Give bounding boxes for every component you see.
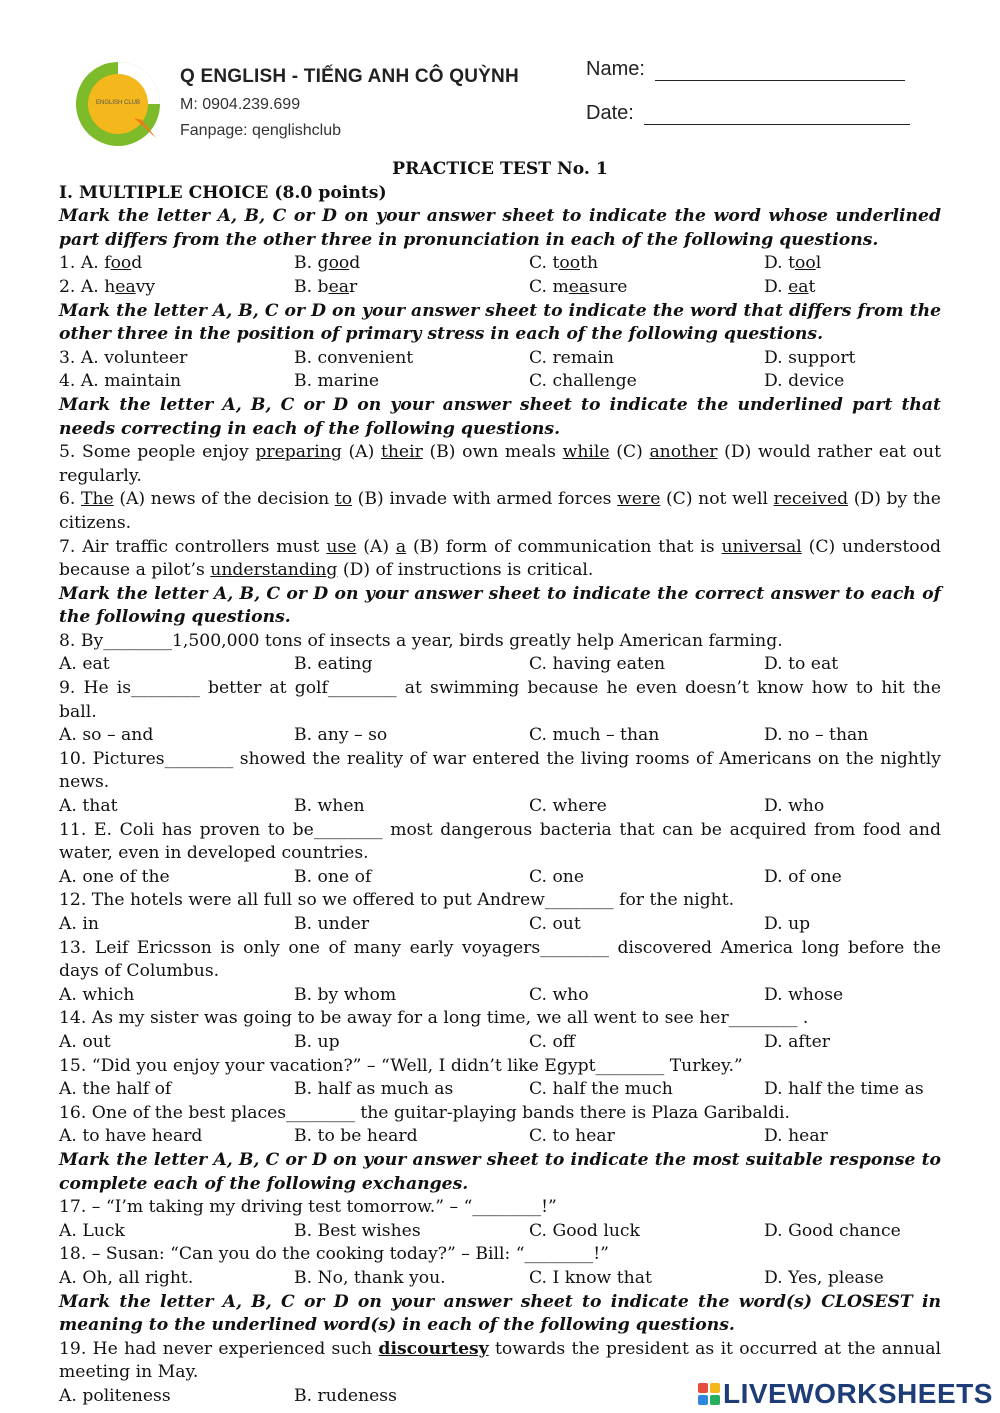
question-5: 5. Some people enjoy preparing (A) their (B) own meals while (C) another (D) would rather eat out regularly.: [59, 442, 941, 486]
option-17a: A. Luck: [59, 1220, 125, 1241]
liveworksheets-icon: [698, 1383, 720, 1405]
date-blank: [644, 106, 910, 125]
option-12c: C. out: [529, 914, 581, 934]
liveworksheets-watermark: [698, 1378, 993, 1410]
worksheet-content: [59, 158, 941, 1408]
option-9b: B. any – so: [294, 725, 388, 746]
option-11c: C. one: [529, 866, 585, 887]
option-4b: B. marine: [294, 371, 380, 392]
question-18: 18. – Susan: “Can you do the cooking today?” – Bill: “________!”: [59, 1244, 609, 1265]
question-15: 15. “Did you enjoy your vacation?” – “Well, I didn’t like Egypt________ Turkey.”: [59, 1055, 743, 1076]
question-19: 19. He had never experienced such discourtesy towards the president as it occurred at the annual meeting in May.: [59, 1338, 941, 1383]
option-9d: D. no – than: [764, 725, 869, 746]
instruction-response: Mark the letter A, B, C or D on your answer sheet to indicate the most suitable response to complete each of the following exchanges.: [59, 1149, 941, 1194]
option-18c: C. I know that: [529, 1267, 652, 1288]
option-9c: C. much – than: [529, 725, 660, 746]
option-3c: C. remain: [529, 347, 614, 368]
footer-brand: LIVEWORKSHEETS: [723, 1378, 993, 1409]
option-16b: B. to be heard: [294, 1126, 418, 1147]
brand-phone: M: 0904.239.699: [180, 96, 301, 113]
question-13-options: [59, 984, 941, 1008]
name-label: Name:: [586, 58, 645, 80]
option-2b: B. bear: [294, 276, 358, 297]
option-12a: A. in: [59, 914, 99, 934]
option-15c: C. half the much: [529, 1079, 673, 1100]
brand-fanpage: Fanpage: qenglishclub: [180, 122, 342, 139]
option-9a: A. so – and: [59, 725, 154, 746]
question-17: 17. – “I’m taking my driving test tomorrow.” – “________!”: [59, 1197, 557, 1218]
question-10-options: [59, 795, 941, 819]
option-18b: B. No, thank you.: [294, 1267, 446, 1288]
question-14-options: [59, 1031, 941, 1055]
option-2c: C. measure: [529, 276, 628, 297]
option-18d: D. Yes, please: [764, 1267, 884, 1288]
option-4d: D. device: [764, 371, 845, 392]
question-3-options: [59, 347, 941, 371]
question-9-options: [59, 724, 941, 748]
option-1d: D. tool: [764, 253, 822, 274]
option-19b: B. rudeness: [294, 1385, 397, 1406]
question-8: 8. By________1,500,000 tons of insects a year, birds greatly help American farming.: [59, 630, 783, 651]
option-17b: B. Best wishes: [294, 1220, 421, 1241]
option-3b: B. convenient: [294, 347, 414, 368]
brand-name: Q ENGLISH - TIẾNG ANH CÔ QUỲNH: [180, 66, 519, 87]
question-12-options: [59, 913, 941, 937]
question-15-options: [59, 1078, 941, 1102]
option-4c: C. challenge: [529, 371, 637, 392]
option-16a: A. to have heard: [59, 1126, 203, 1147]
option-11a: A. one of the: [59, 866, 170, 887]
question-11-options: [59, 866, 941, 890]
option-10d: D. who: [764, 796, 825, 817]
date-field: [586, 102, 910, 125]
question-10: 10. Pictures________ showed the reality of war entered the living rooms of Americans on the nightly news.: [59, 748, 941, 793]
option-13a: A. which: [59, 984, 135, 1005]
option-14b: B. up: [294, 1031, 340, 1052]
option-14d: D. after: [764, 1031, 830, 1052]
club-logo: [72, 58, 164, 150]
question-4-options: [59, 370, 941, 394]
option-8d: D. to eat: [764, 654, 839, 675]
option-12b: B. under: [294, 914, 370, 934]
question-16: 16. One of the best places________ the guitar-playing bands there is Plaza Garibaldi.: [59, 1102, 791, 1123]
option-18a: A. Oh, all right.: [59, 1267, 194, 1288]
question-1-options: [59, 252, 941, 276]
option-4a: 4. A. maintain: [59, 371, 182, 392]
option-17d: D. Good chance: [764, 1220, 901, 1241]
instruction-error: Mark the letter A, B, C or D on your answer sheet to indicate the underlined part that needs correcting in each of the following questions.: [59, 394, 941, 439]
option-16d: D. hear: [764, 1126, 828, 1147]
test-title: PRACTICE TEST No. 1: [392, 159, 608, 179]
option-8b: B. eating: [294, 654, 373, 675]
option-10a: A. that: [59, 796, 118, 817]
date-label: Date:: [586, 102, 634, 124]
question-18-options: [59, 1267, 941, 1291]
question-17-options: [59, 1220, 941, 1244]
option-16c: C. to hear: [529, 1126, 615, 1147]
option-2a: 2. A. heavy: [59, 276, 156, 297]
option-1b: B. good: [294, 253, 361, 274]
question-8-options: [59, 653, 941, 677]
option-14c: C. off: [529, 1031, 576, 1052]
option-15d: D. half the time as: [764, 1079, 924, 1100]
section-title: I. MULTIPLE CHOICE (8.0 points): [59, 182, 387, 203]
option-13c: C. who: [529, 984, 589, 1005]
question-2-options: [59, 276, 941, 300]
name-field: [586, 58, 905, 81]
option-17c: C. Good luck: [529, 1220, 640, 1241]
option-12d: D. up: [764, 914, 811, 934]
option-15a: A. the half of: [59, 1079, 172, 1100]
option-15b: B. half as much as: [294, 1079, 454, 1100]
option-1a: 1. A. food: [59, 253, 143, 274]
question-13: 13. Leif Ericsson is only one of many early voyagers________ discovered America long before the days of Columbus.: [59, 937, 941, 982]
question-12: 12. The hotels were all full so we offered to put Andrew________ for the night.: [59, 890, 735, 911]
option-8c: C. having eaten: [529, 654, 666, 675]
name-blank: [655, 62, 905, 81]
question-9: 9. He is________ better at golf________ at swimming because he even doesn’t know how to hit the ball.: [59, 678, 941, 722]
option-10b: B. when: [294, 796, 365, 817]
question-16-options: [59, 1125, 941, 1149]
option-11b: B. one of: [294, 866, 372, 887]
option-13b: B. by whom: [294, 984, 397, 1005]
option-3d: D. support: [764, 347, 856, 368]
brand-block: [180, 66, 519, 140]
option-14a: A. out: [59, 1031, 111, 1052]
instruction-pronunciation: Mark the letter A, B, C or D on your answer sheet to indicate the word whose underlined part differs from the other three in pronunciation in each of the following questions.: [59, 206, 941, 250]
question-11: 11. E. Coli has proven to be________ most dangerous bacteria that can be acquired from food and water, even in developed countries.: [59, 819, 941, 864]
option-1c: C. tooth: [529, 253, 599, 274]
option-11d: D. of one: [764, 866, 842, 887]
option-13d: D. whose: [764, 984, 844, 1005]
option-2d: D. eat: [764, 276, 816, 297]
question-7: 7. Air traffic controllers must use (A) a (B) form of communication that is universal (C) understood because a pilot’s understanding (D) of instructions is critical.: [59, 536, 941, 581]
logo-text: ENGLISH CLUB: [95, 100, 141, 106]
instruction-stress: Mark the letter A, B, C or D on your answer sheet to indicate the word that differs from the other three in the position of primary stress in each of the following questions.: [59, 300, 941, 345]
option-3a: 3. A. volunteer: [59, 347, 188, 368]
question-6: 6. The (A) news of the decision to (B) invade with armed forces were (C) not well received (D) by the citizens.: [59, 489, 941, 533]
instruction-correct-answer: Mark the letter A, B, C or D on your answer sheet to indicate the correct answer to each of the following questions.: [59, 583, 941, 628]
option-10c: C. where: [529, 796, 607, 817]
instruction-closest: Mark the letter A, B, C or D on your answer sheet to indicate the word(s) CLOSEST in meaning to the underlined word(s) in each of the following questions.: [59, 1291, 941, 1336]
question-14: 14. As my sister was going to be away for a long time, we all went to see her________ .: [59, 1008, 809, 1029]
option-8a: A. eat: [59, 654, 110, 675]
option-19a: A. politeness: [59, 1385, 171, 1406]
